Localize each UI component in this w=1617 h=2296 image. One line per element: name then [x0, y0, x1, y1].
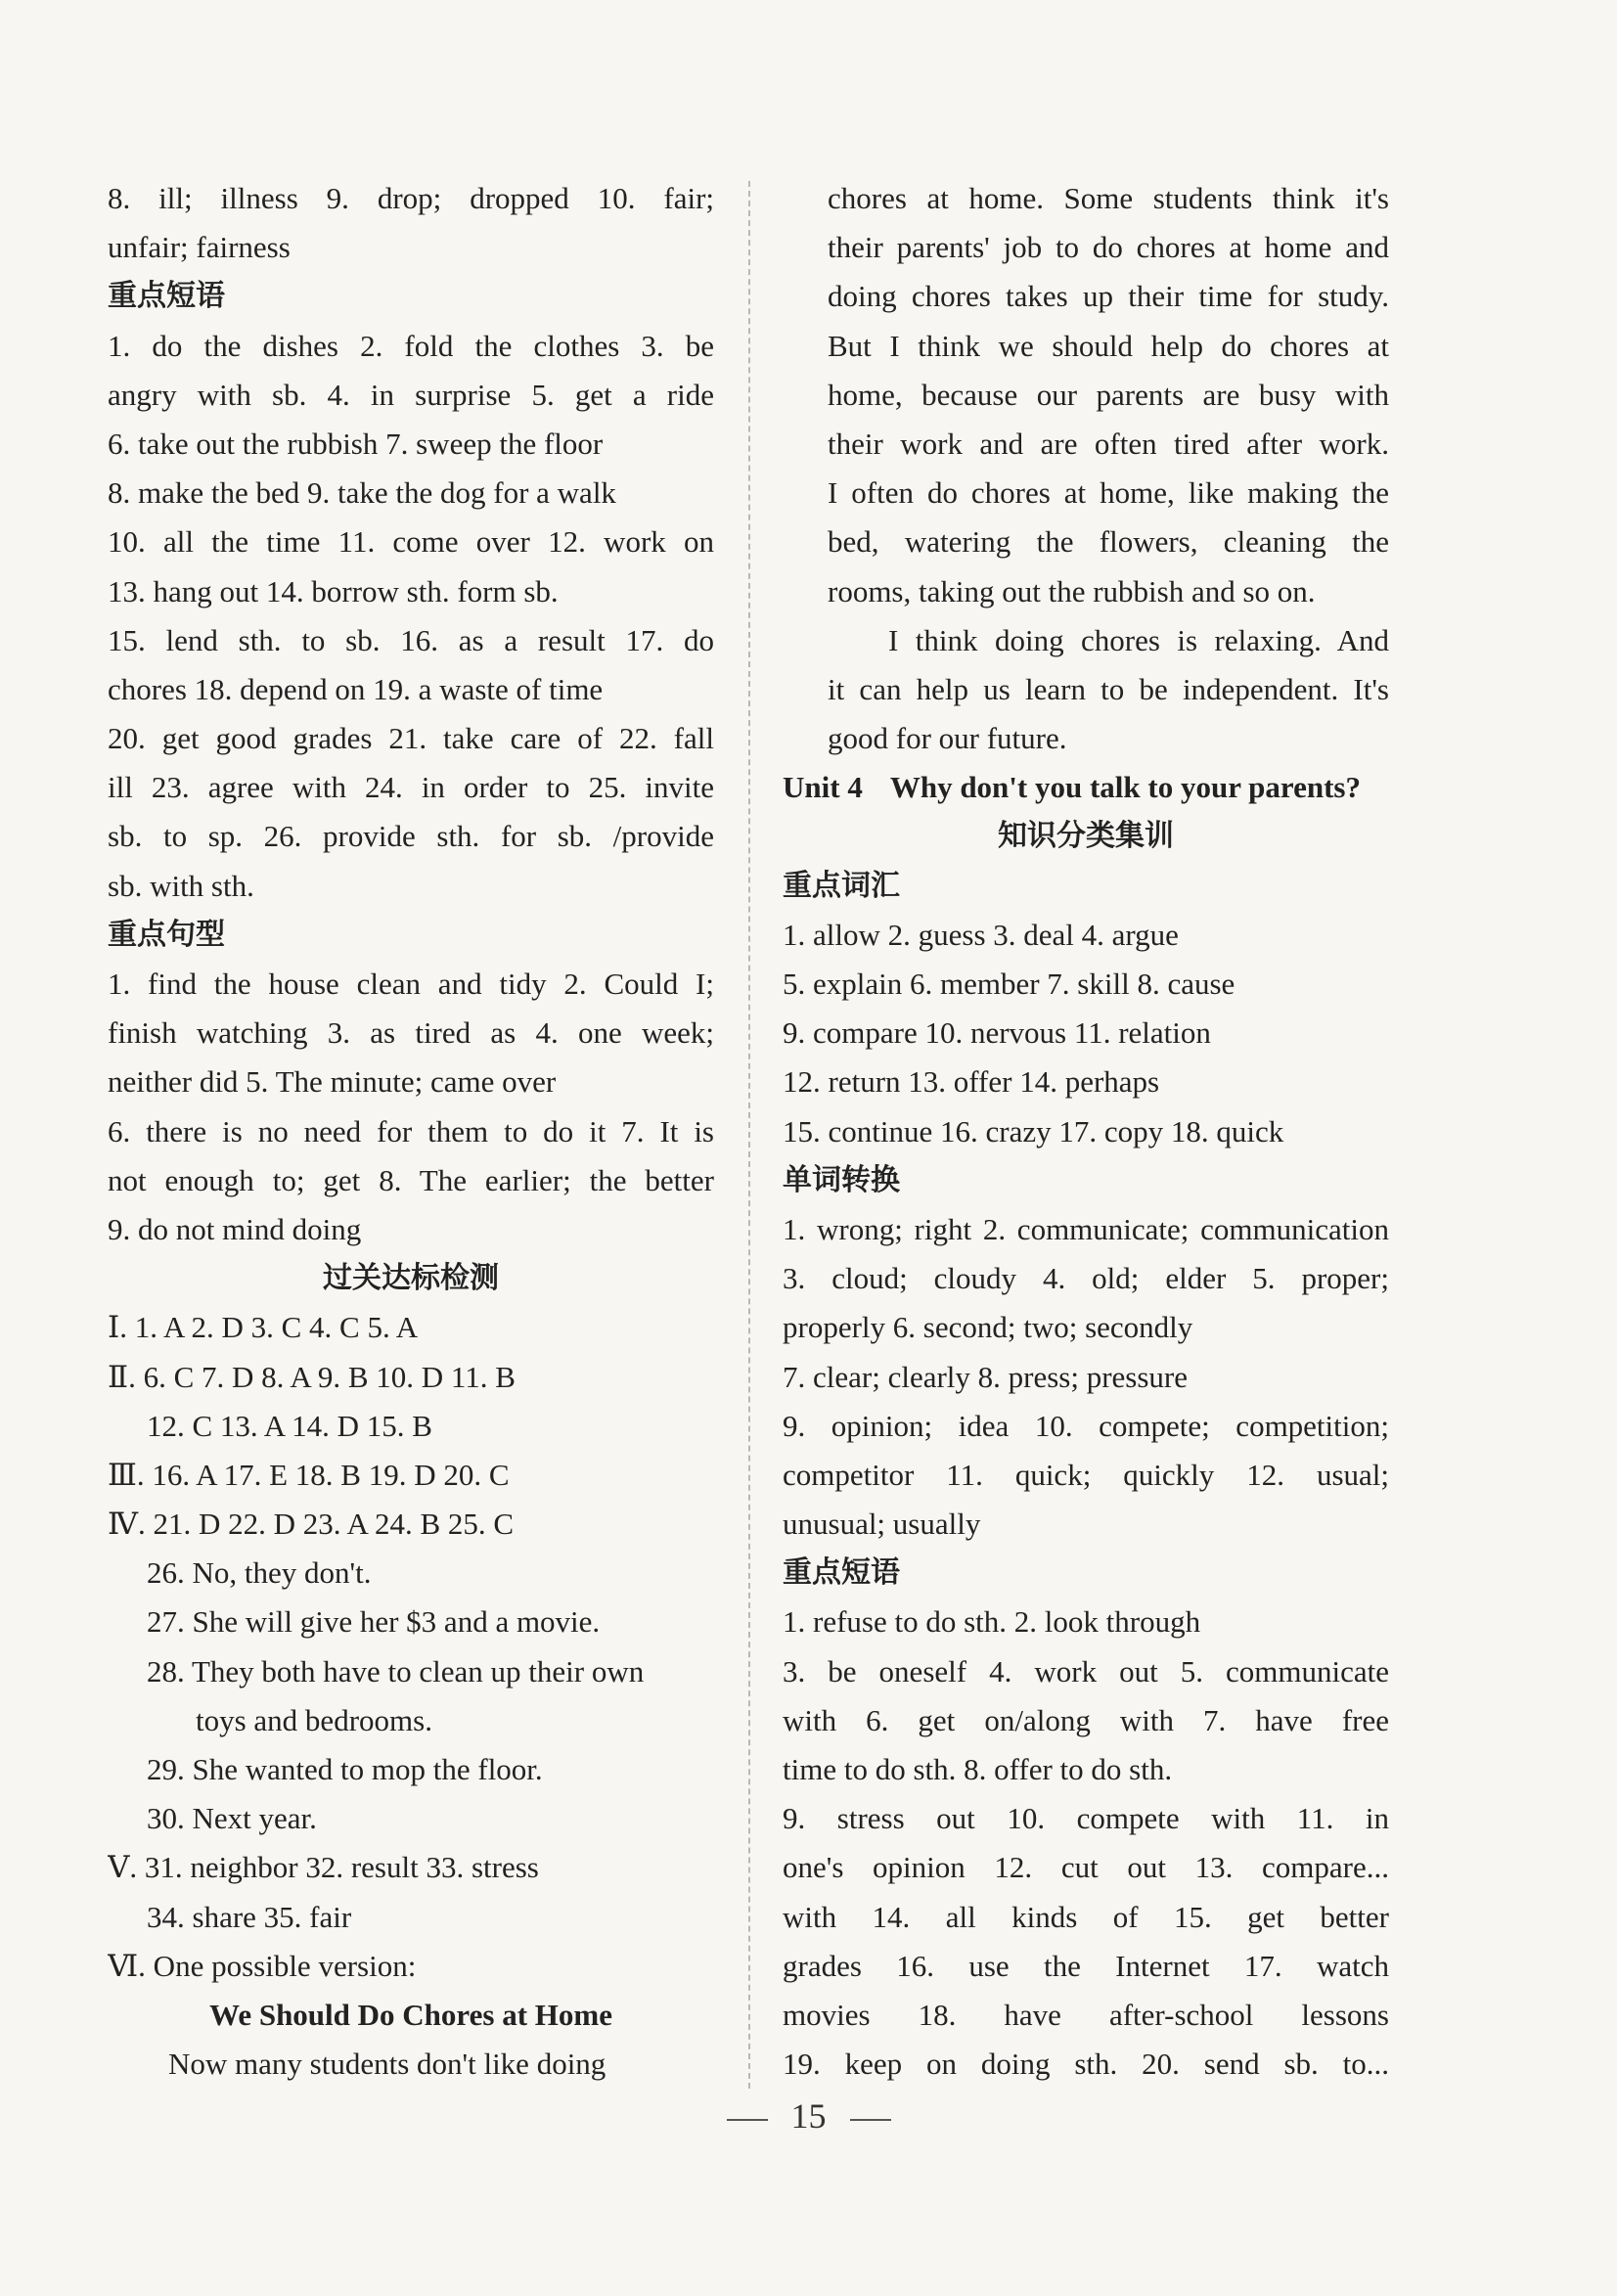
- text-line: 9. compare 10. nervous 11. relation: [783, 1015, 1211, 1051]
- text-line: grades 16. use the Internet 17. watch: [783, 1948, 1389, 1983]
- text-line: 27. She will give her $3 and a movie.: [147, 1604, 601, 1640]
- text-line: 15. lend sth. to sb. 16. as a result 17. do: [108, 622, 714, 657]
- text-line: neither did 5. The minute; came over: [108, 1064, 557, 1100]
- text-line: 1. wrong; right 2. communicate; communication: [783, 1211, 1389, 1246]
- text-line: chores 18. depend on 19. a waste of time: [108, 671, 604, 706]
- text-line: rooms, taking out the rubbish and so on.: [828, 573, 1316, 608]
- text-line: 8. make the bed 9. take the dog for a walk: [108, 475, 616, 511]
- text-line: 15. continue 16. crazy 17. copy 18. quick: [783, 1113, 1284, 1148]
- text-line: time to do sth. 8. offer to do sth.: [783, 1752, 1173, 1786]
- essay-title: We Should Do Chores at Home: [209, 1997, 612, 2032]
- text-line: finish watching 3. as tired as 4. one week;: [108, 1015, 714, 1051]
- text-line: good for our future.: [828, 721, 1067, 756]
- text-line: one's opinion 12. cut out 13. compare...: [783, 1850, 1389, 1885]
- text-line: 6. take out the rubbish 7. sweep the floor: [108, 426, 604, 461]
- text-line: sb. to sp. 26. provide sth. for sb. /provide: [108, 819, 714, 854]
- text-line: 19. keep on doing sth. 20. send sb. to...: [783, 2047, 1389, 2082]
- section-heading: 重点短语: [108, 279, 225, 314]
- text-line: 34. share 35. fair: [147, 1899, 352, 1934]
- unit4-answers: [783, 812, 1389, 2089]
- text-line: bed, watering the flowers, cleaning the: [828, 524, 1389, 560]
- text-line: 1. allow 2. guess 3. deal 4. argue: [783, 917, 1179, 952]
- text-line: angry with sb. 4. in surprise 5. get a ride: [108, 377, 714, 412]
- text-line: 9. do not mind doing: [108, 1211, 362, 1246]
- text-line: But I think we should help do chores at: [828, 328, 1389, 363]
- section-heading: 过关达标检测: [323, 1261, 499, 1296]
- text-line: Ⅳ. 21. D 22. D 23. A 24. B 25. C: [108, 1507, 515, 1542]
- text-line: 9. stress out 10. compete with 11. in: [783, 1801, 1389, 1836]
- text-line: 12. return 13. offer 14. perhaps: [783, 1064, 1160, 1100]
- text-line: properly 6. second; two; secondly: [783, 1310, 1193, 1345]
- text-line: Ⅰ. 1. A 2. D 3. C 4. C 5. A: [108, 1310, 419, 1345]
- section-heading: 知识分类集训: [998, 819, 1174, 854]
- text-line: 26. No, they don't.: [147, 1555, 372, 1591]
- text-line: with 6. get on/along with 7. have free: [783, 1702, 1389, 1737]
- text-line: 28. They both have to clean up their own: [147, 1653, 645, 1688]
- text-line: I think doing chores is relaxing. And: [888, 622, 1389, 657]
- text-line: not enough to; get 8. The earlier; the better: [108, 1162, 714, 1197]
- text-line: 1. find the house clean and tidy 2. Could I;: [108, 967, 714, 1001]
- text-line: toys and bedrooms.: [196, 1702, 432, 1737]
- text-line: 10. all the time 11. come over 12. work on: [108, 524, 714, 560]
- page-number: [0, 2095, 1617, 2137]
- text-line: their parents' job to do chores at home and: [828, 230, 1389, 265]
- section-heading: 重点短语: [783, 1555, 900, 1591]
- text-line: unusual; usually: [783, 1507, 981, 1542]
- text-line: Ⅴ. 31. neighbor 32. result 33. stress: [108, 1850, 539, 1885]
- text-line: 7. clear; clearly 8. press; pressure: [783, 1359, 1189, 1394]
- text-line: 30. Next year.: [147, 1801, 317, 1836]
- left-column: [108, 174, 714, 2089]
- text-line: Now many students don't like doing: [168, 2047, 606, 2082]
- text-line: 6. there is no need for them to do it 7. It is: [108, 1113, 714, 1148]
- page-number-value: 15: [790, 2096, 827, 2136]
- unit-label: Unit 4: [783, 770, 863, 805]
- text-line: with 14. all kinds of 15. get better: [783, 1899, 1389, 1934]
- text-line: competitor 11. quick; quickly 12. usual;: [783, 1457, 1389, 1492]
- section-heading: 重点词汇: [783, 868, 900, 903]
- essay-continuation: [783, 174, 1389, 763]
- text-line: home, because our parents are busy with: [828, 377, 1389, 412]
- text-line: 20. get good grades 21. take care of 22. fall: [108, 721, 714, 756]
- text-line: 3. cloud; cloudy 4. old; elder 5. proper;: [783, 1261, 1389, 1296]
- text-line: doing chores takes up their time for study.: [828, 279, 1389, 314]
- text-line: I often do chores at home, like making the: [828, 475, 1389, 511]
- text-line: 5. explain 6. member 7. skill 8. cause: [783, 967, 1235, 1001]
- text-line: 1. do the dishes 2. fold the clothes 3. be: [108, 328, 714, 363]
- text-line: ill 23. agree with 24. in order to 25. invite: [108, 770, 714, 805]
- text-line: their work and are often tired after work.: [828, 426, 1389, 461]
- text-line: 1. refuse to do sth. 2. look through: [783, 1604, 1201, 1640]
- text-line: movies 18. have after-school lessons: [783, 1997, 1389, 2032]
- text-line: it can help us learn to be independent. It's: [828, 671, 1389, 706]
- text-line: Ⅵ. One possible version:: [108, 1948, 417, 1983]
- column-divider: [748, 181, 750, 2089]
- text-line: Ⅲ. 16. A 17. E 18. B 19. D 20. C: [108, 1457, 510, 1492]
- text-line: 13. hang out 14. borrow sth. form sb.: [108, 573, 559, 608]
- text-line: 9. opinion; idea 10. compete; competition;: [783, 1408, 1389, 1443]
- section-heading: 单词转换: [783, 1162, 900, 1197]
- text-line: chores at home. Some students think it's: [828, 181, 1389, 215]
- section-heading: 重点句型: [108, 917, 225, 952]
- text-line: Ⅱ. 6. C 7. D 8. A 9. B 10. D 11. B: [108, 1359, 516, 1394]
- text-line: 3. be oneself 4. work out 5. communicate: [783, 1653, 1389, 1688]
- text-line: 29. She wanted to mop the floor.: [147, 1752, 543, 1786]
- text-line: unfair; fairness: [108, 230, 291, 265]
- unit-title: Why don't you talk to your parents?: [889, 770, 1361, 805]
- text-line: sb. with sth.: [108, 868, 254, 903]
- right-column: [783, 174, 1389, 2089]
- unit-heading: [783, 763, 1389, 812]
- text-line: 8. ill; illness 9. drop; dropped 10. fair;: [108, 181, 714, 215]
- text-line: 12. C 13. A 14. D 15. B: [147, 1408, 432, 1443]
